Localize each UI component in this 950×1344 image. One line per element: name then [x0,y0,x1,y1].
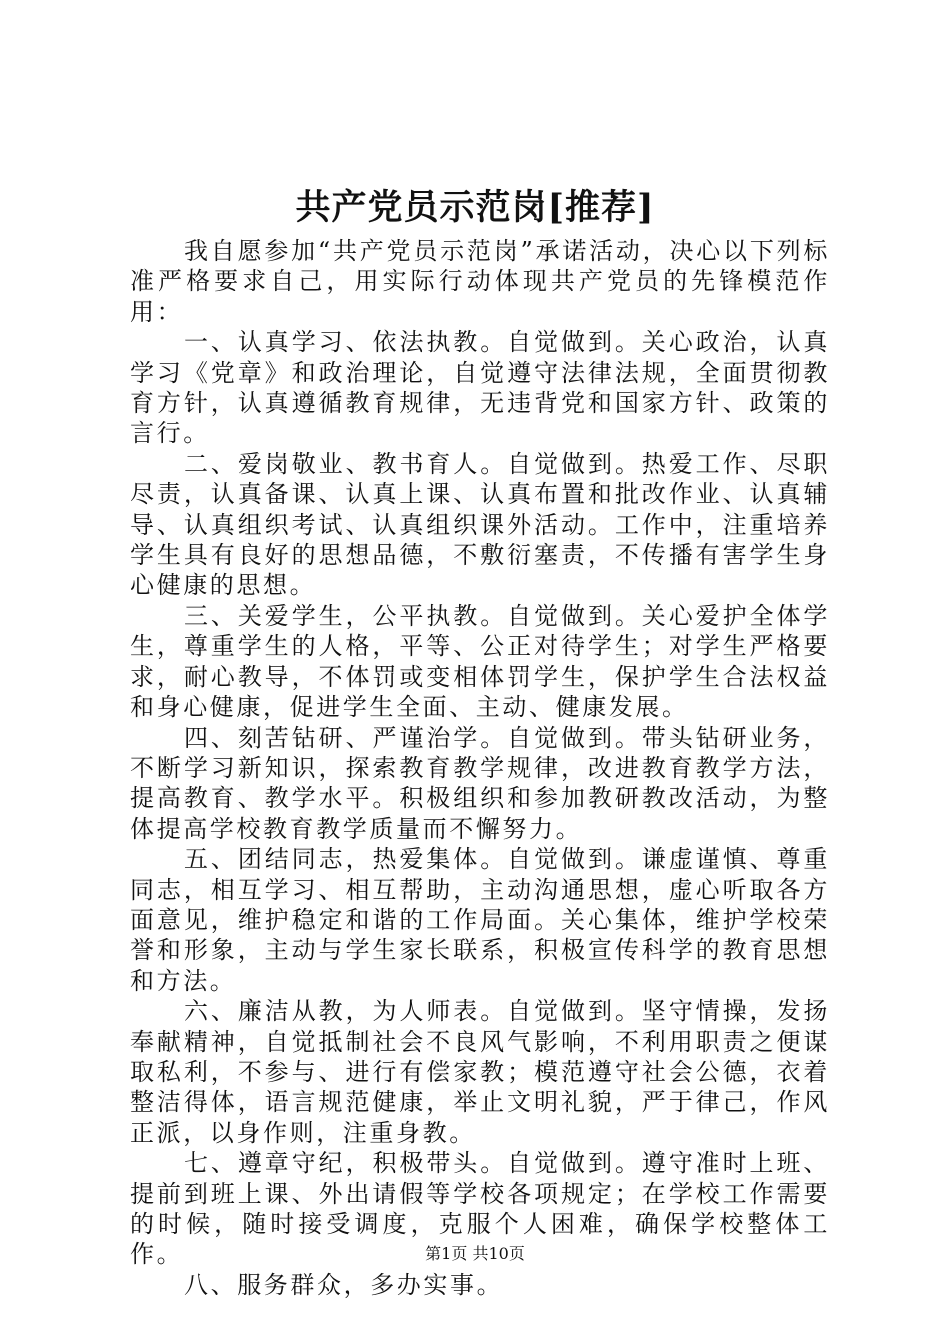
document-title: 共产党员示范岗[推荐] [295,187,655,228]
paragraph-item-5: 五、团结同志，热爱集体。自觉做到。谦虚谨慎、尊重同志，相互学习、相互帮助，主动沟通思想，虚心听取各方面意见，维护稳定和谐的工作局面。关心集体，维护学校荣誉和形象，主动与学生家长联系，积极宣传科学的教育思想和方法。 [130,845,830,995]
paragraph-intro: 我自愿参加“共产党员示范岗”承诺活动，决心以下列标准严格要求自己，用实际行动体现共产党员的先锋模范作用： [130,237,830,326]
paragraph-item-2: 二、爱岗敬业、教书育人。自觉做到。热爱工作、尽职尽责，认真备课、认真上课、认真布置和批改作业、认真辅导、认真组织考试、认真组织课外活动。工作中，注重培养学生具有良好的思想品德，不敷衍塞责，不传播有害学生身心健康的思想。 [130,449,830,600]
page-number-total: 共10页 [472,1244,525,1263]
paragraph-item-8: 八、服务群众，多办实事。 [184,1270,504,1299]
page-footer [0,1242,950,1266]
page-number-current: 第1页 [425,1244,468,1263]
document-body [130,236,830,1300]
paragraph-item-4: 四、刻苦钻研、严谨治学。自觉做到。带头钻研业务，不断学习新知识，探索教育教学规律，改进教育教学方法，提高教育、教学水平。积极组织和参加教研教改活动，为整体提高学校教育教学质量而不懈努力。 [130,723,830,843]
paragraph-item-7: 七、遵章守纪，积极带头。自觉做到。遵守准时上班、提前到班上课、外出请假等学校各项规定；在学校工作需要的时候，随时接受调度，克服个人困难，确保学校整体工作。 [130,1149,830,1269]
paragraph-item-3: 三、关爱学生，公平执教。自觉做到。关心爱护全体学生，尊重学生的人格，平等、公正对待学生；对学生严格要求，耐心教导，不体罚或变相体罚学生，保护学生合法权益和身心健康，促进学生全面、主动、健康发展。 [130,601,830,722]
paragraph-item-1: 一、认真学习、依法执教。自觉做到。关心政治，认真学习《党章》和政治理论，自觉遵守法律法规，全面贯彻教育方针，认真遵循教育规律，无违背党和国家方针、政策的言行。 [130,328,830,448]
paragraph-item-6: 六、廉洁从教，为人师表。自觉做到。坚守情操，发扬奉献精神，自觉抵制社会不良风气影响，不利用职责之便谋取私利，不参与、进行有偿家教；模范遵守社会公德，衣着整洁得体，语言规范健康，举止文明礼貌，严于律己，作风正派，以身作则，注重身教。 [130,997,830,1147]
